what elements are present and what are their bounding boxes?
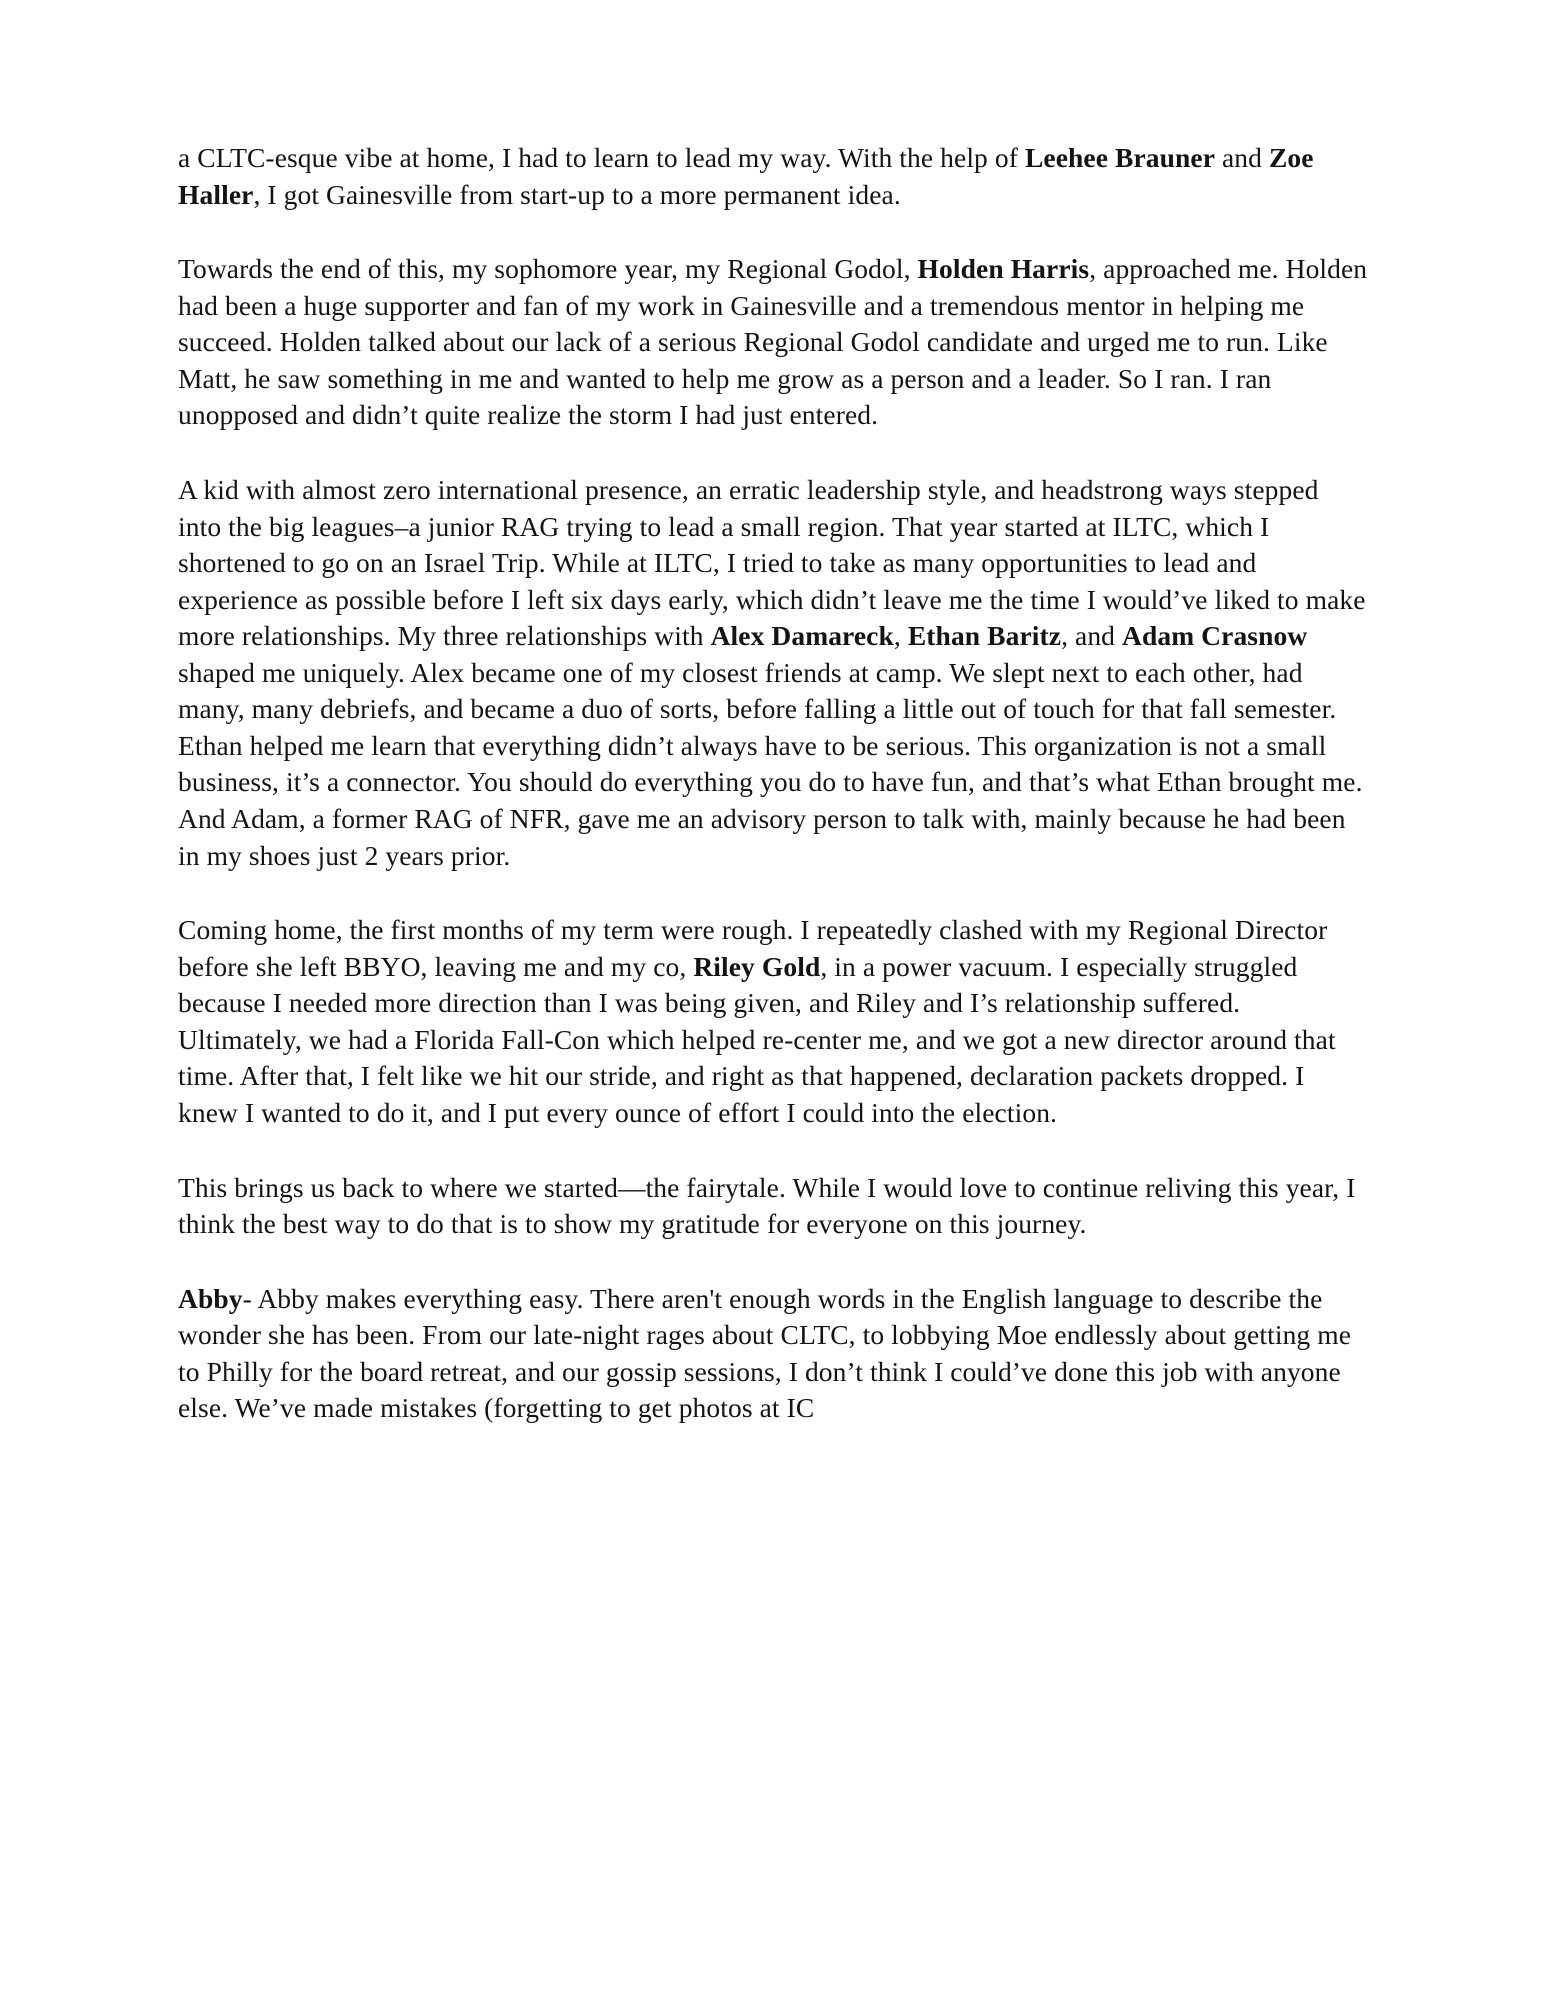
paragraph (178, 251, 1368, 434)
text-run: - Abby makes everything easy. There aren't enough words in the English language to describe the wonder she has been. From our late-night rages about CLTC, to lobbying Moe endlessly about getting me to Philly for the board retreat, and our gossip sessions, I don’t think I could’ve done this job with anyone else. We’ve made mistakes (forgetting to get photos at IC (178, 1282, 1352, 1424)
text-run: a CLTC-esque vibe at home, I had to learn to lead my way. With the help of (178, 142, 1025, 173)
emphasized-name: Abby (178, 1282, 243, 1314)
emphasized-name: Leehee Brauner (1024, 142, 1216, 173)
text-run: , (893, 620, 908, 652)
text-run: , approached me. Holden had been a huge supporter and fan of my work in Gainesville and a tremendous mentor in helping me succeed. Holden talked about our lack of a serious Regional Godol candidate and urged me to run. Like Matt, he saw something in me and wanted to help me grow as a person and a leader. So I ran. I ran unopposed and didn’t quite realize the storm I had just entered. (178, 253, 1368, 431)
paragraph (178, 1281, 1368, 1427)
paragraph (178, 1170, 1368, 1243)
text-run: Towards the end of this, my sophomore year, my Regional Godol, (178, 253, 918, 285)
emphasized-name: Adam Crasnow (1122, 620, 1308, 652)
emphasized-name: Zoe Haller (178, 142, 1314, 210)
emphasized-name: Ethan Baritz (907, 620, 1062, 652)
text-run: , I got Gainesville from start-up to a more permanent idea. (253, 178, 901, 210)
emphasized-name: Riley Gold (693, 950, 821, 982)
text-run: A kid with almost zero international presence, an erratic leadership style, and headstrong ways stepped into the big leagues–a junior RAG trying to lead a small region. That year started at ILTC, which I shortened to go on an Israel Trip. While at ILTC, I tried to take as many opportunities to lead and experience as possible before I left six days early, which didn’t leave me the time I would’ve liked to make more relationships. My three relationships with (178, 473, 1366, 652)
document-body (178, 140, 1368, 1427)
emphasized-name: Holden Harris (917, 253, 1090, 285)
paragraph (178, 912, 1368, 1131)
text-run: shaped me uniquely. Alex became one of my closest friends at camp. We slept next to each other, had many, many debriefs, and became a duo of sorts, before falling a little out of touch for that fall semester. Ethan helped me learn that everything didn’t always have to be serious. This organization is not a small business, it’s a connector. You should do everything you do to have fun, and that’s what Ethan brought me. And Adam, a former RAG of NFR, gave me an advisory person to talk with, mainly because he had been in my shoes just 2 years prior. (178, 656, 1363, 871)
emphasized-name: Alex Damareck (710, 620, 894, 652)
text-run: , and (1061, 620, 1122, 652)
text-run: , in a power vacuum. I especially struggled because I needed more direction than I was being given, and Riley and I’s relationship suffered. Ultimately, we had a Florida Fall-Con which helped re-center me, and we got a new director around that time. After that, I felt like we hit our stride, and right as that happened, declaration packets dropped. I knew I wanted to do it, and I put every ounce of effort I could into the election. (178, 950, 1336, 1128)
paragraph (178, 140, 1368, 213)
text-run: Coming home, the first months of my term were rough. I repeatedly clashed with my Regional Director before she left BBYO, leaving me and my co, (178, 914, 1328, 982)
text-run: This brings us back to where we started—the fairytale. While I would love to continue reliving this year, I think the best way to do that is to show my gratitude for everyone on this journey. (178, 1171, 1356, 1240)
paragraph (178, 472, 1368, 874)
text-run: and (1215, 142, 1269, 173)
